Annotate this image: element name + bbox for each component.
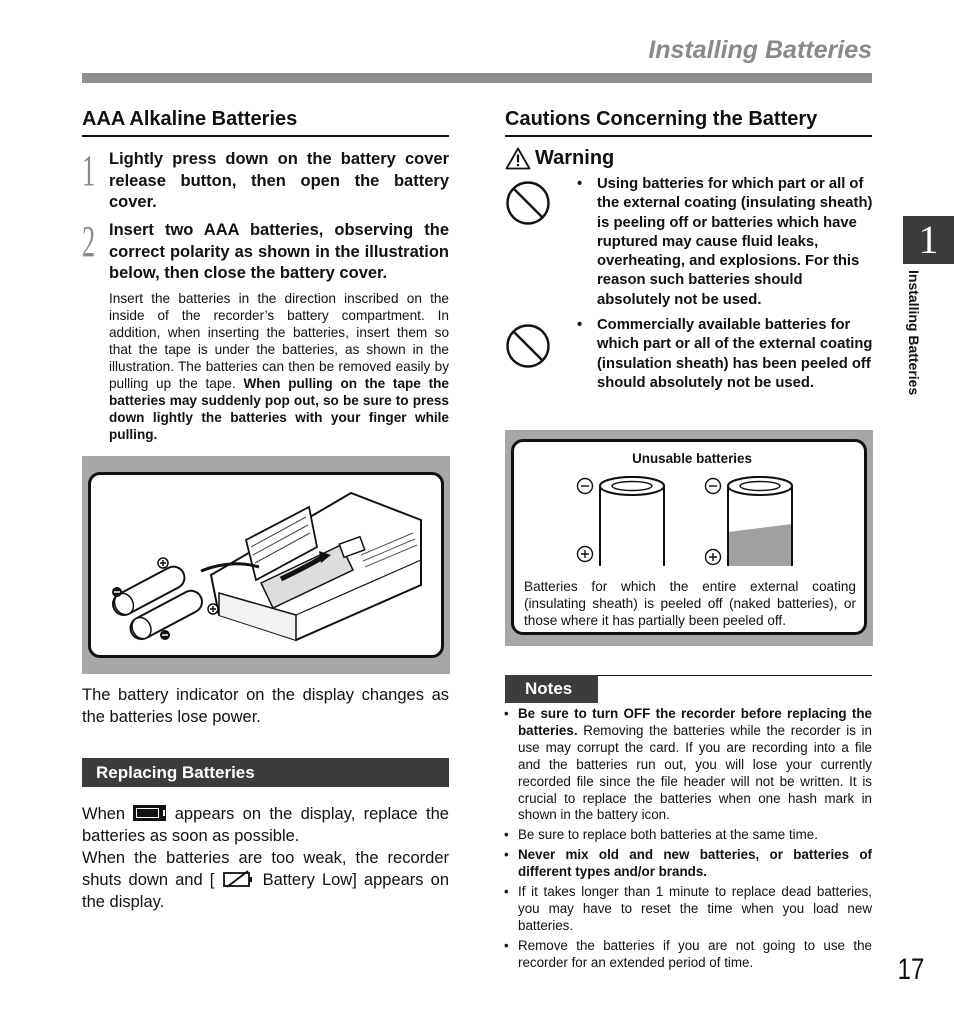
replacing-p1-before: When <box>82 805 126 823</box>
prohibited-icon <box>505 323 551 369</box>
replacing-p1-after: appears on the display, replace the batteries as soon as possible. <box>82 805 449 845</box>
unusable-batteries-card <box>511 439 867 635</box>
warning-triangle-icon <box>505 147 531 170</box>
step-2-detail-warning: When pulling on the tape the batteries may suddenly pop out, so be sure to press down lightly the batteries with your finger while pulling. <box>109 376 449 442</box>
section-title-aaa: AAA Alkaline Batteries <box>82 108 449 137</box>
battery-full-icon <box>133 805 166 821</box>
replacing-p2-before: When the batteries are too weak, the recorder shuts down and [ <box>82 849 449 889</box>
recorder-illustration <box>91 475 441 655</box>
note-1-bold: Be sure to turn OFF the recorder before replacing the batteries. <box>518 706 872 738</box>
warning-item: • Using batteries for which part or all of the external coating (insulating sheath) is peeling off or batteries which have ruptured may cause fluid leaks, overheating, and explosions. For this reason such batteries should absolutely not be used. <box>577 175 873 310</box>
notes-rule <box>598 675 872 676</box>
battery-indicator-text: The battery indicator on the display changes as the batteries lose power. <box>82 686 449 726</box>
battery-low-icon <box>221 870 255 888</box>
note-item <box>503 847 872 881</box>
prohibited-icon <box>505 180 551 226</box>
warning-item: • Commercially available batteries for which part or all of the external coating (insulation sheath) has been peeled off should absolutely not be used. <box>577 316 873 393</box>
warning-list-1 <box>577 175 873 310</box>
battery-install-figure <box>82 456 450 674</box>
step-number-2: 2 <box>82 217 96 266</box>
unusable-batteries-title: Unusable batteries <box>632 451 752 466</box>
note-item: • Remove the batteries if you are not going to use the recorder for an extended period of time. <box>503 938 872 972</box>
replacing-p2-after: Battery Low] appears on the display. <box>82 871 450 911</box>
step-2-text: Insert two AAA batteries, observing the correct polarity as shown in the illustration below, then close the battery cover. <box>109 221 449 282</box>
battery-install-card <box>88 472 444 658</box>
replacing-paragraph-1 <box>82 803 449 847</box>
replacing-batteries-title: Replacing Batteries <box>96 763 255 782</box>
unusable-batteries-figure <box>505 430 873 646</box>
step-number-1: 1 <box>82 146 96 195</box>
warning-list-2 <box>577 316 873 393</box>
note-1-text: Removing the batteries while the recorder is in use may corrupt the card. If you are recording into a file and the batteries run out, you will lose your currently recorded file since the file header will not be written. It is crucial to replace the batteries when one hash mark in shown in the battery icon. <box>518 722 872 823</box>
step-1-text: Lightly press down on the battery cover release button, then open the battery cover. <box>109 150 449 211</box>
notes-title: Notes <box>525 679 573 698</box>
note-item: • Be sure to replace both batteries at the same time. <box>503 827 872 844</box>
step-2-detail <box>109 290 449 443</box>
note-item: • If it takes longer than 1 minute to replace dead batteries, you may have to reset the time when you load new batteries. <box>503 884 872 935</box>
page-number: 17 <box>897 953 924 986</box>
naked-batteries-illustration <box>514 472 864 568</box>
chapter-number: 1 <box>918 217 939 262</box>
warning-title: Warning <box>535 147 615 169</box>
unusable-batteries-caption: Batteries for which the entire external coating (insulating sheath) is peeled off (naked batteries), or those where it has partially been peeled off. <box>524 579 856 628</box>
page-title: Installing Batteries <box>648 36 872 64</box>
note-3-bold: Never mix old and new batteries, or batteries of different types and/or brands. <box>518 847 872 880</box>
side-section-label: Installing Batteries <box>906 270 922 396</box>
header-rule <box>82 73 872 83</box>
replacing-paragraph-2 <box>82 847 449 913</box>
section-title-cautions: Cautions Concerning the Battery <box>505 108 872 137</box>
notes-list <box>503 706 872 975</box>
note-item <box>503 706 872 824</box>
step-2-detail-text: Insert the batteries in the direction inscribed on the inside of the recorder’s battery compartment. In addition, when inserting the batteries, insert them so that the tape is under the batteries, as shown in the illustration. The batteries can then be removed easily by pulling up the tape. <box>109 291 449 391</box>
